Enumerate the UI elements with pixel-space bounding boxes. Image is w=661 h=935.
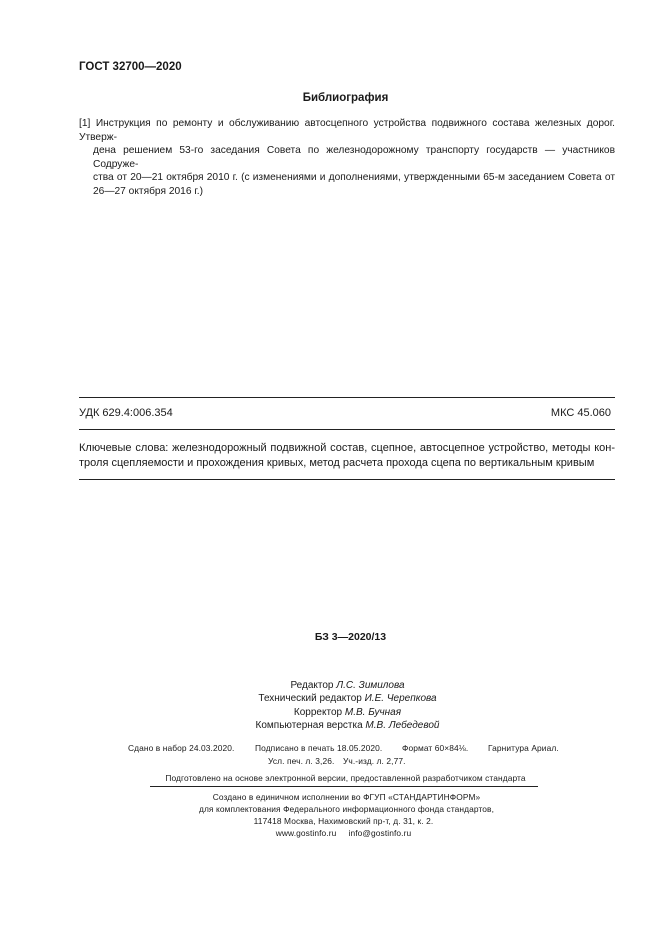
keywords-line: троля сцепляемости и прохождения кривых, метод расчета прохода сцепа по вертикальным кривым (79, 457, 595, 469)
bibliography-entry-line: 26—27 октября 2016 г.) (93, 185, 204, 197)
bz-number: БЗ 3—2020/13 (314, 631, 387, 643)
document-id: ГОСТ 32700—2020 (79, 61, 182, 73)
divider (79, 479, 615, 480)
imprint-publ-sheets: Уч.-изд. л. 2,77. (343, 756, 406, 766)
imprint-signed: Подписано в печать 18.05.2020. (255, 743, 383, 753)
bibliography-entry (79, 117, 615, 199)
imprint-contacts (0, 815, 661, 839)
credits (0, 679, 661, 732)
bibliography-entry-line: [1] Инструкция по ремонту и обслуживанию автосцепного устройства подвижного состава железных дорог. Утверж- (79, 118, 615, 143)
bibliography-title: Библиография (302, 92, 389, 104)
imprint-address: 117418 Москва, Нахимовский пр-т, д. 31, к. 2. (253, 816, 434, 826)
imprint-submitted: Сдано в набор 24.03.2020. (128, 743, 235, 753)
imprint-created: Создано в единичном исполнении во ФГУП «СТАНДАРТИНФОРМ» для комплектования Федерального информационного фонда стандартов, (198, 792, 495, 814)
bibliography-entry-line: ства от 20—21 октября 2010 г. (с изменениями и дополнениями, утвержденными 65-м заседанием Совета от (93, 172, 615, 184)
divider (79, 429, 615, 430)
credit-layout: Компьютерная верстка М.В. Лебедевой (255, 719, 440, 731)
credit-tech-editor: Технический редактор И.Е. Черепкова (258, 693, 437, 705)
keywords-line: Ключевые слова: железнодорожный подвижной состав, сцепное, автосцепное устройство, методы кон- (79, 442, 615, 454)
imprint-web (26, 827, 661, 839)
imprint-line (268, 756, 406, 766)
website-link[interactable]: www.gostinfo.ru (275, 828, 337, 838)
udk-code: УДК 629.4:006.354 (79, 407, 173, 419)
imprint-format: Формат 60×84⅛. (402, 743, 469, 753)
email-link[interactable]: info@gostinfo.ru (348, 828, 412, 838)
divider (150, 786, 538, 787)
mks-code: МКС 45.060 (550, 407, 611, 419)
imprint-line (128, 743, 559, 753)
imprint-print-sheets: Усл. печ. л. 3,26. (268, 756, 335, 766)
keywords (79, 441, 615, 471)
divider (79, 397, 615, 398)
credit-proofreader: Корректор М.В. Бучная (293, 706, 402, 718)
credit-editor: Редактор Л.С. Зимилова (290, 680, 405, 691)
imprint-typeface: Гарнитура Ариал. (488, 743, 559, 753)
imprint-prepared: Подготовлено на основе электронной версии, предоставленной разработчиком стандарта (165, 773, 526, 783)
bibliography-entry-line: дена решением 53-го заседания Совета по железнодорожному транспорту государств — участников Содруже- (93, 145, 615, 170)
